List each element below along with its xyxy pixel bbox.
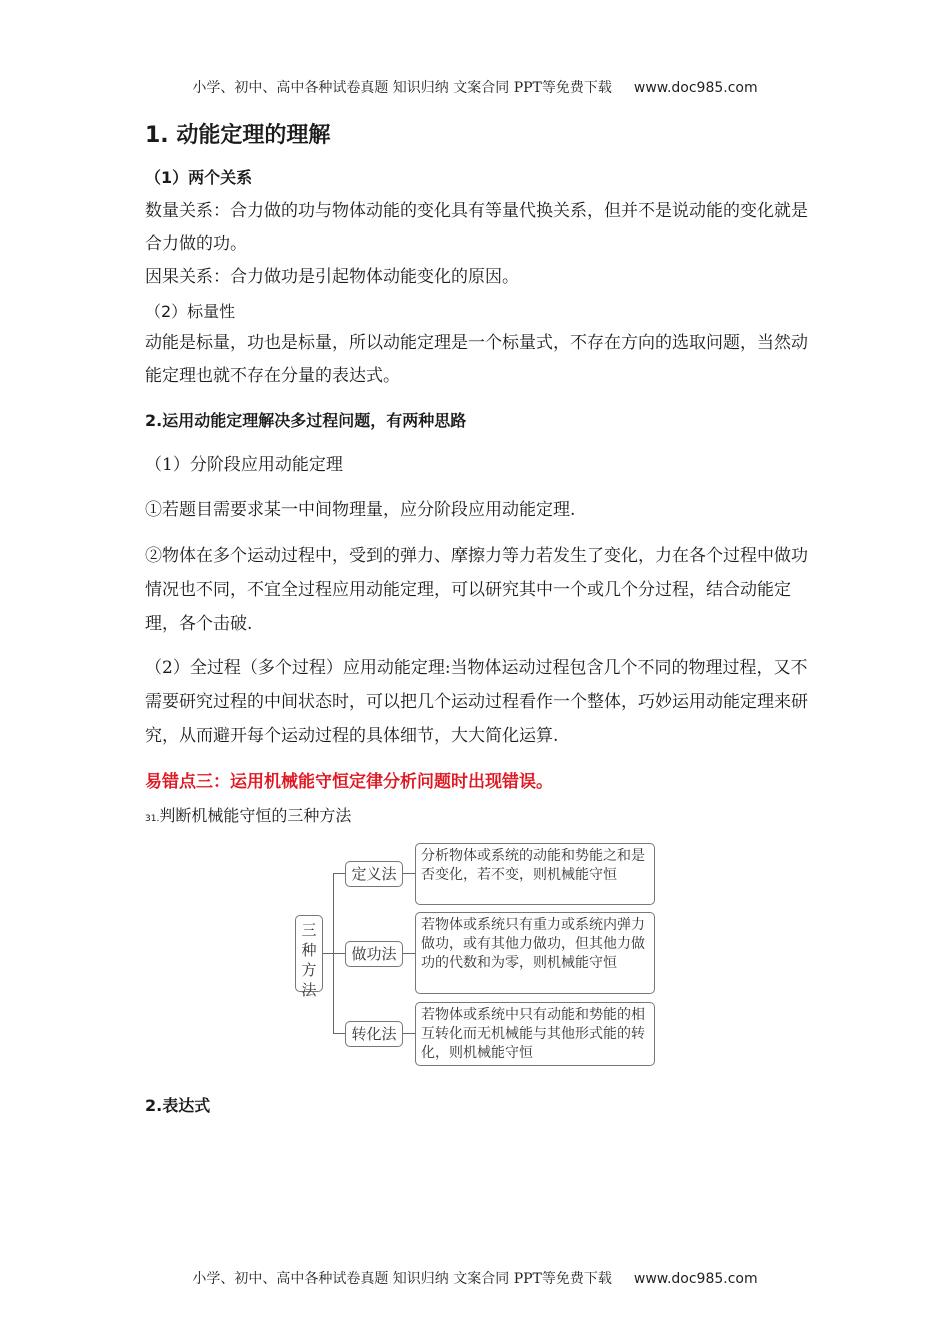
- connector-2b: [403, 953, 415, 954]
- connector-3: [333, 1033, 345, 1034]
- connector-2: [333, 953, 345, 954]
- header-site: www.doc985.com: [633, 80, 758, 96]
- sub1-title: （1）两个关系: [145, 168, 253, 187]
- section2-para4: （2）全过程（多个过程）应用动能定理:当物体运动过程包含几个不同的物理过程，又不需要研究过程的中间状态时，可以把几个运动过程看作一个整体，巧妙运用动能定理来研究，从而避开每个运动过程的具体细节，大大简化运算.: [145, 658, 808, 746]
- section2-para2: ①若题目需要求某一中间物理量，应分阶段应用动能定理.: [145, 500, 576, 520]
- expression-title: 2.表达式: [145, 1096, 211, 1115]
- branch-label-conversion: 转化法: [345, 1021, 403, 1047]
- footer-text: 小学、初中、高中各种试卷真题 知识归纳 文案合同 PPT等免费下载: [192, 1271, 612, 1287]
- sub1-para2: 因果关系：合力做功是引起物体动能变化的原因。: [145, 267, 519, 287]
- section2-para3: ②物体在多个运动过程中，受到的弹力、摩擦力等力若发生了变化，力在各个过程中做功情况也不同，不宜全过程应用动能定理，可以研究其中一个或几个分过程，结合动能定理，各个击破.: [145, 546, 808, 634]
- methods-subtitle-line: [145, 803, 351, 826]
- methods-subtitle: 判断机械能守恒的三种方法: [159, 806, 352, 825]
- sub2-para1: 动能是标量，功也是标量，所以动能定理是一个标量式，不存在方向的选取问题，当然动能定理也就不存在分量的表达式。: [145, 333, 808, 386]
- page-header: [0, 77, 950, 97]
- section2-title: 2.运用动能定理解决多过程问题，有两种思路: [145, 411, 467, 430]
- branch-desc-work: 若物体或系统只有重力或系统内弹力做功，或有其他力做功，但其他力做功的代数和为零，则机械能守恒: [415, 912, 655, 994]
- footer-site: www.doc985.com: [633, 1271, 758, 1287]
- header-text: 小学、初中、高中各种试卷真题 知识归纳 文案合同 PPT等免费下载: [192, 80, 612, 96]
- branch-desc-conversion: 若物体或系统中只有动能和势能的相互转化而无机械能与其他形式能的转化，则机械能守恒: [415, 1002, 655, 1066]
- section2-para1: （1）分阶段应用动能定理: [145, 455, 343, 475]
- sub2-title: （2）标量性: [145, 302, 236, 321]
- diagram-root: [295, 915, 323, 999]
- page-footer: [0, 1268, 950, 1288]
- branch-desc-definition: 分析物体或系统的动能和势能之和是否变化，若不变，则机械能守恒: [415, 843, 655, 905]
- diagram-root-text: 三种方法: [301, 921, 317, 999]
- branch-label-work: 做功法: [345, 941, 403, 967]
- connector-1b: [403, 873, 415, 874]
- connector-1: [333, 873, 345, 874]
- error-point-heading: 易错点三：运用机械能守恒定律分析问题时出现错误。: [145, 772, 553, 792]
- section1-title: 1. 动能定理的理解: [145, 123, 331, 148]
- sub1-para1: 数量关系：合力做的功与物体动能的变化具有等量代换关系，但并不是说动能的变化就是合力做的功。: [145, 201, 808, 254]
- connector-root: [323, 953, 333, 954]
- item-marker: 31.: [145, 814, 160, 824]
- branch-label-definition: 定义法: [345, 861, 403, 887]
- connector-3b: [403, 1033, 415, 1034]
